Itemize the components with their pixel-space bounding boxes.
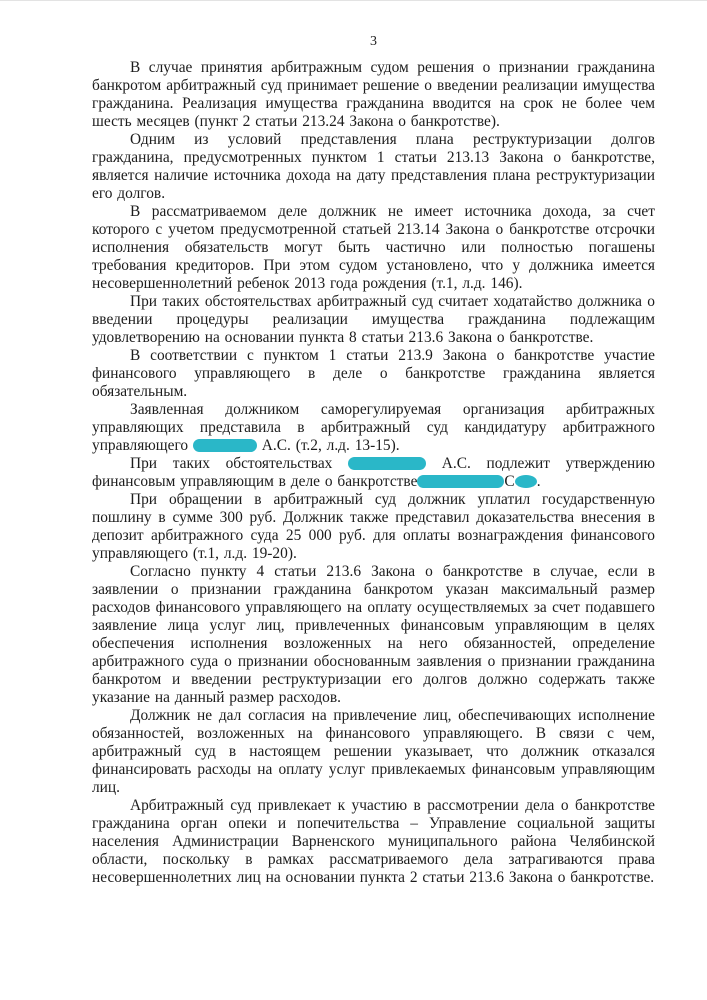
paragraph: В рассматриваемом деле должник не имеет источника дохода, за счет которого с учетом предусмотренной статьей 213.14 Закона о банкротстве отсрочки исполнения обязательств могут быть частично или полностью погашены требования кредиторов. При этом судом установлено, что у должника имеется несовершеннолетний ребенок 2013 года рождения (т.1, л.д. 146). [92, 203, 655, 292]
page-number: 3 [370, 34, 377, 49]
redaction-mark [515, 475, 537, 488]
paragraph: Арбитражный суд привлекает к участию в рассмотрении дела о банкротстве гражданина орган опеки и попечительства – Управление социальной защиты населения Администрации Варненского муниципального района Челябинской области, поскольку в рамках рассматриваемого дела затрагиваются права несовершеннолетних лиц на основании пункта 2 статьи 213.6 Закона о банкротстве. [92, 797, 655, 886]
paragraph: При таких обстоятельствах арбитражный суд считает ходатайство должника о введении процедуры реализации имущества гражданина подлежащим удовлетворению на основании пункта 8 статьи 213.6 Закона о банкротстве. [92, 293, 655, 346]
paragraph: При обращении в арбитражный суд должник уплатил государственную пошлину в сумме 300 руб. Должник также представил доказательства внесения в депозит арбитражного суда 25 000 руб. для оплаты вознаграждения финансового управляющего (т.1, л.д. 19-20). [92, 491, 655, 562]
paragraph: Должник не дал согласия на привлечение лиц, обеспечивающих исполнение обязанностей, возложенных на финансового управляющего. В связи с чем, арбитражный суд в настоящем решении указывает, что должник отказался финансировать расходы на оплату услуг привлекаемых финансовым управляющим лиц. [92, 707, 655, 796]
paragraph: Заявленная должником саморегулируемая организация арбитражных управляющих представила в арбитражный суд кандидатуру арбитражного управляющего А.С. (т.2, л.д. 13-15). [92, 401, 655, 454]
paragraph: Согласно пункту 4 статьи 213.6 Закона о банкротстве в случае, если в заявлении о признании гражданина банкротом указан максимальный размер расходов финансового управляющего на оплату осуществляемых за счет подавшего заявление лица услуг лиц, привлеченных финансовым управляющим в целях обеспечения исполнения возложенных на него обязанностей, определение арбитражного суда о признании обоснованным заявления о признании гражданина банкротом и введении реструктуризации его долгов должно содержать также указание на данный размер расходов. [92, 563, 655, 706]
paragraph: В случае принятия арбитражным судом решения о признании гражданина банкротом арбитражный суд принимает решение о введении реализации имущества гражданина. Реализация имущества гражданина вводится на срок не более чем шесть месяцев (пункт 2 статьи 213.24 Закона о банкротстве). [92, 59, 655, 130]
redaction-mark [417, 475, 504, 488]
paragraph: В соответствии с пунктом 1 статьи 213.9 Закона о банкротстве участие финансового управляющего в деле о банкротстве гражданина является обязательным. [92, 347, 655, 400]
paragraph: Одним из условий представления плана реструктуризации долгов гражданина, предусмотренных пунктом 1 статьи 213.13 Закона о банкротстве, является наличие источника дохода на дату представления плана реструктуризации его долгов. [92, 131, 655, 202]
redaction-mark [193, 439, 257, 452]
document-body [92, 59, 655, 887]
redaction-mark [348, 457, 426, 470]
paragraph: При таких обстоятельствах А.С. подлежит утверждению финансовым управляющим в деле о банкротстве С . [92, 455, 656, 490]
